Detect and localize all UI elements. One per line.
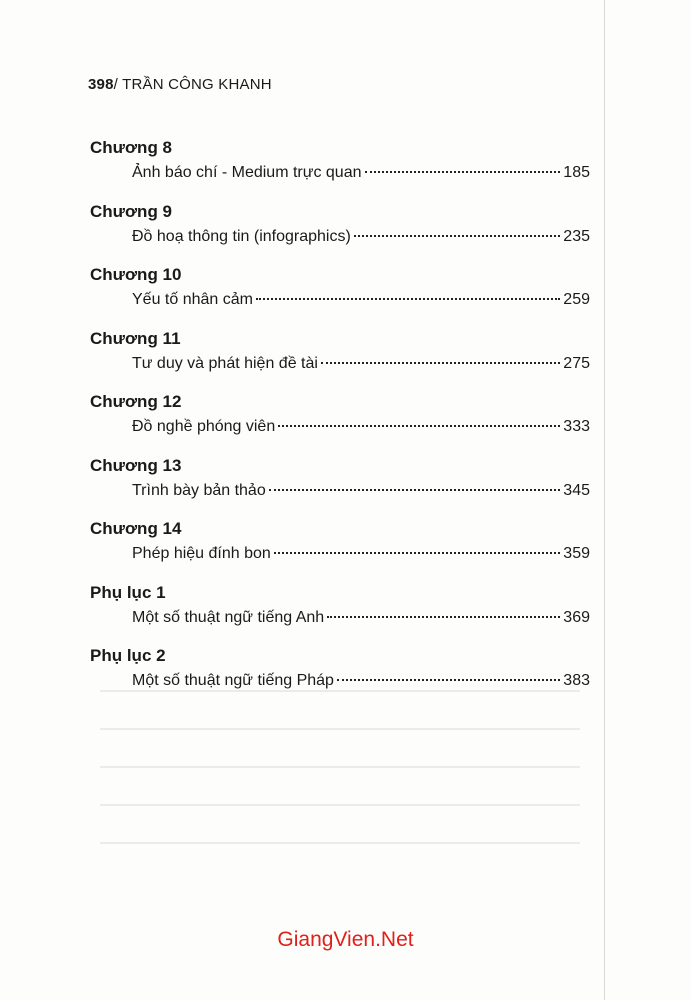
appendix-label: Phụ lục 2 xyxy=(90,646,166,665)
dot-leader xyxy=(274,552,561,554)
toc-line xyxy=(132,353,590,375)
toc-line xyxy=(132,607,590,629)
chapter-title: Đồ nghề phóng viên xyxy=(132,418,276,435)
toc-line xyxy=(132,162,590,184)
toc-entry xyxy=(90,519,590,583)
toc-entry xyxy=(90,329,590,393)
toc-line xyxy=(132,543,590,565)
chapter-page-number: 275 xyxy=(563,354,590,372)
page-edge-divider xyxy=(604,0,605,1000)
dot-leader xyxy=(278,425,560,427)
dot-leader xyxy=(354,235,561,237)
bleed-through-shadow xyxy=(100,690,580,890)
dot-leader xyxy=(327,616,560,618)
toc-line xyxy=(132,670,590,692)
appendix-label: Phụ lục 1 xyxy=(90,582,166,602)
dot-leader xyxy=(365,171,561,173)
dot-leader xyxy=(337,679,560,681)
appendix-title: Một số thuật ngữ tiếng Anh xyxy=(132,608,325,626)
dot-leader xyxy=(269,489,561,491)
chapter-label: Chương 8 xyxy=(90,138,173,157)
chapter-label: Chương 13 xyxy=(90,455,182,475)
appendix-title: Một số thuật ngữ tiếng Pháp xyxy=(132,672,334,689)
chapter-title: Ảnh báo chí - Medium trực quan xyxy=(132,164,362,181)
chapter-title: Trình bày bản thảo xyxy=(132,481,266,499)
chapter-label: Chương 10 xyxy=(90,265,182,284)
appendix-page-number: 383 xyxy=(563,672,590,689)
toc-entry xyxy=(90,202,590,266)
chapter-page-number: 235 xyxy=(563,227,590,245)
chapter-page-number: 185 xyxy=(563,164,590,181)
chapter-label: Chương 14 xyxy=(90,519,182,538)
dot-leader xyxy=(256,298,560,300)
toc-entry xyxy=(90,456,590,520)
table-of-contents xyxy=(90,138,590,710)
toc-entry xyxy=(90,392,590,456)
toc-line xyxy=(132,226,590,248)
chapter-page-number: 333 xyxy=(563,418,590,435)
chapter-label: Chương 11 xyxy=(90,328,181,348)
toc-entry xyxy=(90,138,590,202)
chapter-label: Chương 9 xyxy=(90,201,173,221)
chapter-title: Đồ hoạ thông tin (infographics) xyxy=(132,227,351,245)
dot-leader xyxy=(321,362,560,364)
chapter-page-number: 259 xyxy=(563,291,590,308)
chapter-page-number: 359 xyxy=(563,545,590,562)
chapter-title: Tư duy và phát hiện đề tài xyxy=(132,354,318,372)
watermark-link[interactable]: GiangVien.Net xyxy=(277,928,414,951)
chapter-title: Phép hiệu đính bon xyxy=(132,545,271,562)
author-name: / TRẦN CÔNG KHANH xyxy=(113,76,272,93)
chapter-title: Yếu tố nhân cảm xyxy=(132,291,253,308)
appendix-page-number: 369 xyxy=(563,608,590,626)
toc-entry xyxy=(90,265,590,329)
running-head xyxy=(88,76,272,93)
chapter-label: Chương 12 xyxy=(90,392,182,411)
toc-line xyxy=(132,416,590,438)
chapter-page-number: 345 xyxy=(563,481,590,499)
page-number: 398 xyxy=(88,76,114,93)
toc-line xyxy=(132,480,590,502)
toc-line xyxy=(132,289,590,311)
toc-entry xyxy=(90,583,590,647)
